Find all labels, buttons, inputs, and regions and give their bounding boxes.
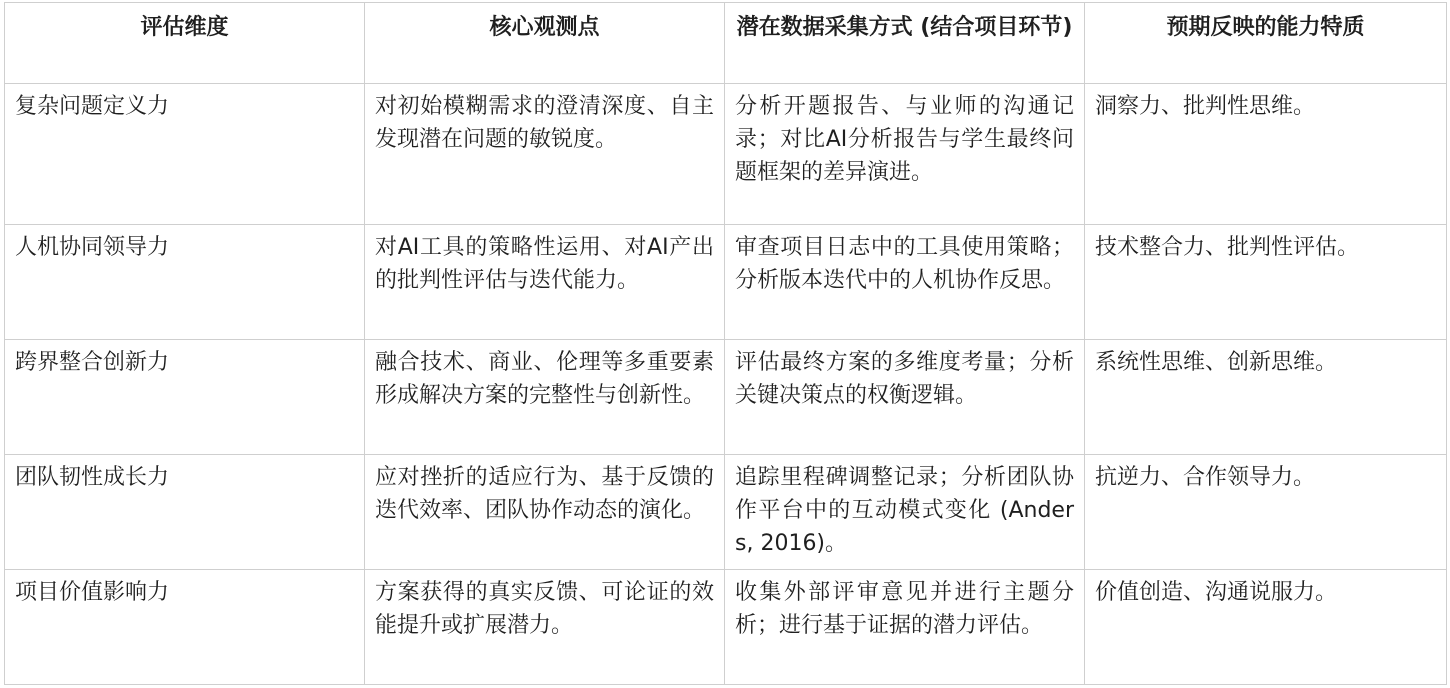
cell-dimension: 跨界整合创新力 [5,340,365,455]
cell-ability: 系统性思维、创新思维。 [1085,340,1447,455]
header-dimension: 评估维度 [5,3,365,84]
cell-ability: 技术整合力、批判性评估。 [1085,225,1447,340]
cell-data-collection: 分析开题报告、与业师的沟通记录；对比AI分析报告与学生最终问题框架的差异演进。 [725,84,1085,225]
cell-observation: 融合技术、商业、伦理等多重要素形成解决方案的完整性与创新性。 [365,340,725,455]
header-data-collection: 潜在数据采集方式 (结合项目环节) [725,3,1085,84]
header-observation: 核心观测点 [365,3,725,84]
cell-ability: 价值创造、沟通说服力。 [1085,570,1447,685]
cell-dimension: 人机协同领导力 [5,225,365,340]
cell-dimension: 项目价值影响力 [5,570,365,685]
table-row [5,455,1447,570]
evaluation-table [4,2,1447,685]
table-row [5,225,1447,340]
cell-observation: 对AI工具的策略性运用、对AI产出的批判性评估与迭代能力。 [365,225,725,340]
cell-data-collection: 追踪里程碑调整记录；分析团队协作平台中的互动模式变化 (Anders, 2016)。 [725,455,1085,570]
cell-observation: 应对挫折的适应行为、基于反馈的迭代效率、团队协作动态的演化。 [365,455,725,570]
cell-observation: 对初始模糊需求的澄清深度、自主发现潜在问题的敏锐度。 [365,84,725,225]
cell-data-collection: 审查项目日志中的工具使用策略；分析版本迭代中的人机协作反思。 [725,225,1085,340]
cell-data-collection: 评估最终方案的多维度考量；分析关键决策点的权衡逻辑。 [725,340,1085,455]
evaluation-table-container [4,2,1446,685]
cell-ability: 洞察力、批判性思维。 [1085,84,1447,225]
table-row [5,84,1447,225]
table-header-row [5,3,1447,84]
cell-data-collection: 收集外部评审意见并进行主题分析；进行基于证据的潜力评估。 [725,570,1085,685]
table-row [5,340,1447,455]
header-ability: 预期反映的能力特质 [1085,3,1447,84]
cell-observation: 方案获得的真实反馈、可论证的效能提升或扩展潜力。 [365,570,725,685]
cell-dimension: 复杂问题定义力 [5,84,365,225]
cell-ability: 抗逆力、合作领导力。 [1085,455,1447,570]
cell-dimension: 团队韧性成长力 [5,455,365,570]
table-row [5,570,1447,685]
